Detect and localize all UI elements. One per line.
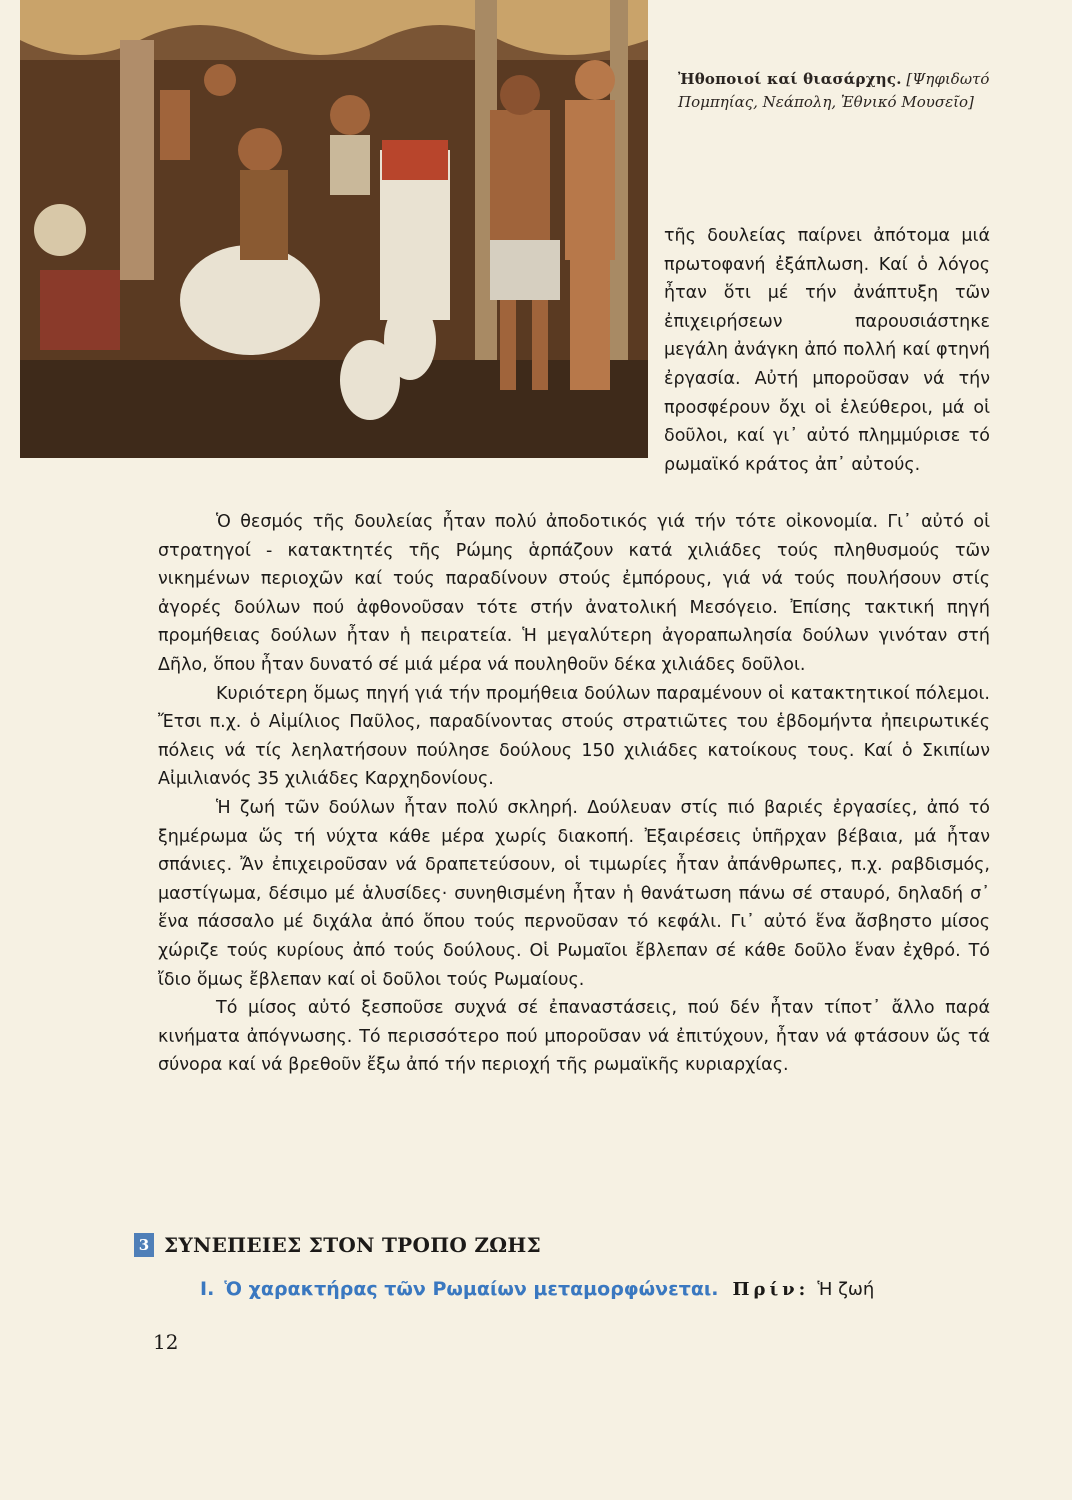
subsection-label: Πρίν: bbox=[732, 1279, 810, 1300]
mosaic-image bbox=[20, 0, 648, 458]
subsection-continuation: Ἡ ζωή bbox=[817, 1279, 875, 1300]
figure-caption bbox=[678, 68, 1008, 114]
paragraph-1: Ὁ θεσμός τῆς δουλείας ἦταν πολύ ἀποδοτικός γιά τήν τότε οἰκονομία. Γι᾿ αὐτό οἱ στρατηγοί - κατακτητές τῆς Ρώμης ἁρπάζουν κατά χιλιάδες τούς πληθυσμούς τῶν νικημένων περιοχῶν καί τούς παραδίνουν στούς ἐμπόρους, γιά νά τούς πουλήσουν στίς ἀγορές δούλων πού ἀφθονοῦσαν τότε στήν ἀνατολική Μεσόγειο. Ἐπίσης τακτική πηγή προμήθειας δούλων ἦταν ἡ πειρατεία. Ἡ μεγαλύτερη ἀγοραπωλησία δούλων γινόταν στή Δῆλο, ὅπου ἦταν δυνατό σέ μιά μέρα νά πουληθοῦν δέκα χιλιάδες δοῦλοι. bbox=[158, 512, 990, 675]
side-text-column bbox=[664, 222, 990, 479]
caption-title: Ἠθοποιοί καί θιασάρχης. bbox=[678, 70, 902, 88]
mosaic-illustration bbox=[20, 0, 648, 458]
paragraph-4: Τό μίσος αὐτό ξεσποῦσε συχνά σέ ἐπαναστάσεις, πού δέν ἦταν τίποτ᾿ ἄλλο παρά κινήματα ἀπόγνωσης. Τό περισσότερο πού μποροῦσαν νά ἐπιτύχουν, ἦταν νά φτάσουν ὥς τά σύνορα καί νά βρεθοῦν ἔξω ἀπό τήν περιοχή τῆς ρωμαϊκῆς κυριαρχίας. bbox=[158, 998, 990, 1076]
section-title: ΣΥΝΕΠΕΙΕΣ ΣΤΟΝ ΤΡΟΠΟ ΖΩΗΣ bbox=[164, 1233, 542, 1257]
body-text-column bbox=[158, 508, 990, 1080]
subsection-title: Ὁ χαρακτήρας τῶν Ρωμαίων μεταμορφώνεται. bbox=[224, 1278, 719, 1300]
paragraph-3: Ἡ ζωή τῶν δούλων ἦταν πολύ σκληρή. Δούλευαν στίς πιό βαριές ἐργασίες, ἀπό τό ξημέρωμα ὥς τή νύχτα κάθε μέρα χωρίς διακοπή. Ἐξαιρέσεις ὑπῆρχαν βέβαια, μά ἦταν σπάνιες. Ἄν ἐπιχειροῦσαν νά δραπετεύσουν, οἱ τιμωρίες ἦταν ἀπάνθρωπες, π.χ. ραβδισμός, μαστίγωμα, δέσιμο μέ ἁλυσίδες· συνηθισμένη ἦταν ἡ θανάτωση πάνω σέ σταυρό, δηλαδή σ᾿ ἕνα πάσσαλο μέ διχάλα ἀπό ὅπου τούς περνοῦσαν τό κεφάλι. Γι᾿ αὐτό ἕνα ἄσβηστο μίσος χώριζε τούς κυρίους ἀπό τούς δούλους. Οἱ Ρωμαῖοι ἔβλεπαν σέ κάθε δοῦλο ἕναν ἐχθρό. Τό ἴδιο ὅμως ἔβλεπαν καί οἱ δοῦλοι τούς Ρωμαίους. bbox=[158, 797, 990, 990]
page-number: 12 bbox=[153, 1330, 179, 1354]
paragraph-2: Κυριότερη ὅμως πηγή γιά τήν προμήθεια δούλων παραμένουν οἱ κατακτητικοί πόλεμοι. Ἔτσι π.χ. ὁ Αἰμίλιος Παῦλος, παραδίνοντας στούς στρατιῶτες του ἑβδομήντα ἠπειρωτικές πόλεις νά τίς λεηλατήσουν πούλησε δούλους 150 χιλιάδες κατοίκους τους. Καί ὁ Σκιπίων Αἰμιλιανός 35 χιλιάδες Καρχηδονίους. bbox=[158, 683, 990, 790]
side-paragraph: τῆς δουλείας παίρνει ἀπότομα μιά πρωτοφανή ἐξάπλωση. Καί ὁ λόγος ἦταν ὅτι μέ τήν ἀνάπτυξη τῶν ἐπιχειρήσεων παρουσιάστηκε μεγάλη ἀνάγκη ἀπό πολλή καί φτηνή ἐργασία. Αὐτή μποροῦσαν νά τήν προσφέρουν ὄχι οἱ ἐλεύθεροι, μά οἱ δοῦλοι, καί γι᾿ αὐτό πλημμύρισε τό ρωμαϊκό κράτος ἀπ᾿ αὐτούς. bbox=[664, 226, 990, 475]
caption-source: [Ψηφιδωτό Πομπηίας, Νεάπολη, Ἐθνικό Μουσεῖο] bbox=[678, 70, 990, 111]
section-heading bbox=[134, 1228, 734, 1262]
subsection-heading bbox=[200, 1278, 1000, 1312]
subsection-number: I. bbox=[200, 1278, 215, 1300]
section-number-badge: 3 bbox=[134, 1233, 154, 1257]
